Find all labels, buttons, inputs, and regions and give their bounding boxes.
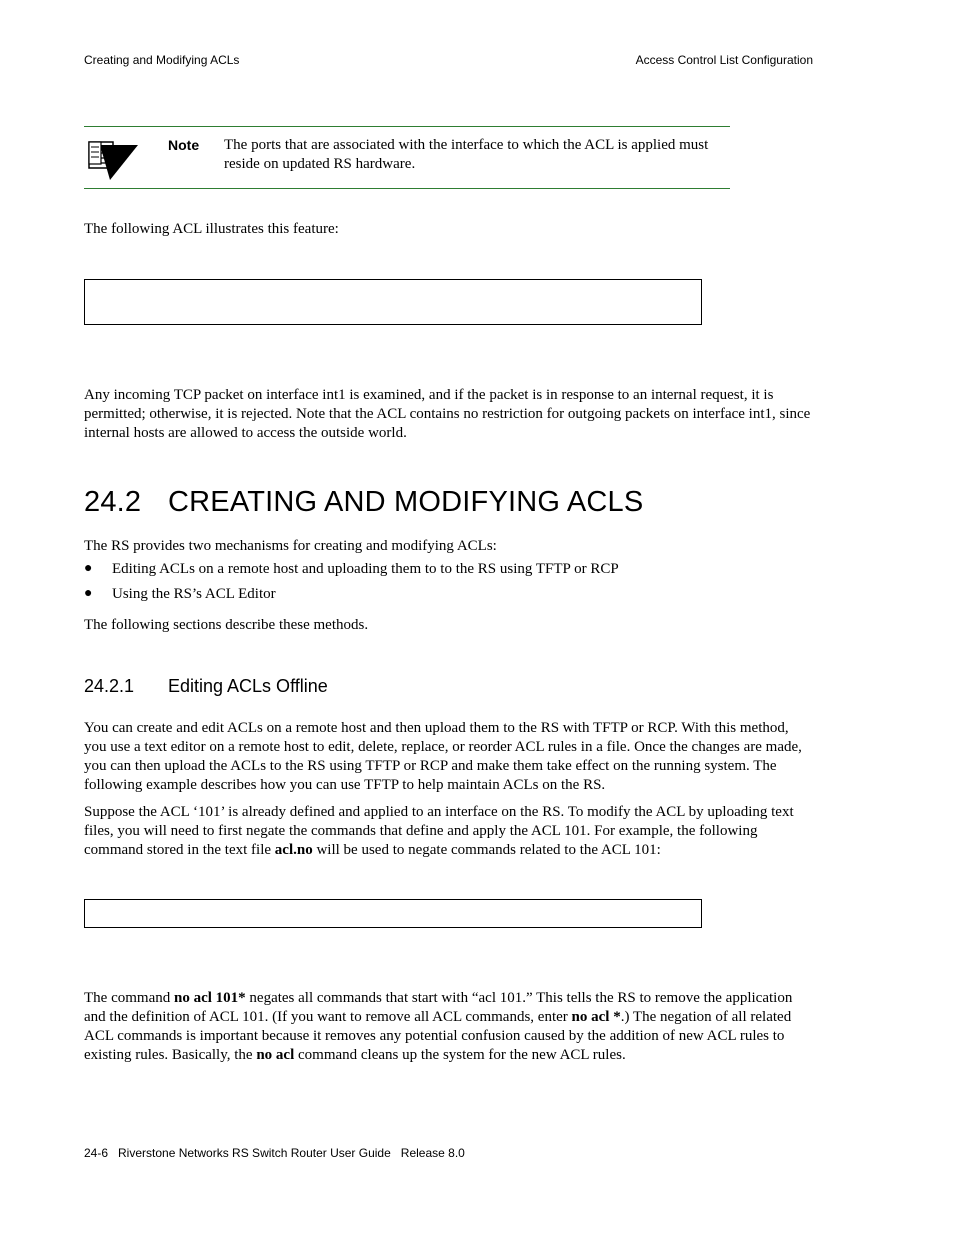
section-followup-paragraph: The following sections describe these methods.	[84, 617, 369, 633]
command-no-acl: no acl	[256, 1047, 295, 1063]
note-label: Note	[168, 137, 200, 153]
subsection-number: 24.2.1	[84, 676, 135, 696]
intro-paragraph: The following ACL illustrates this feature:	[84, 221, 339, 237]
list-item-text: Using the RS’s ACL Editor	[112, 586, 276, 602]
command-no-acl-101: no acl 101*	[173, 990, 246, 1006]
acl-example-code-box	[84, 279, 702, 325]
paragraph-text: negates all commands that start with “acl 101.” This tells the RS to remove the application and the definition of ACL 101. (If you want to remove all ACL commands, enter	[84, 990, 793, 1025]
subsection-title: Editing ACLs Offline	[168, 676, 328, 696]
running-header-right: Access Control List Configuration	[635, 53, 813, 67]
section-title: CREATING AND MODIFYING ACLS	[168, 486, 644, 518]
section-lead-paragraph: The RS provides two mechanisms for creating and modifying ACLs:	[84, 538, 497, 554]
note-top-rule	[84, 126, 730, 127]
bullet-icon: ●	[84, 561, 93, 576]
subsection-paragraph-3	[84, 989, 814, 1065]
subsection-heading	[84, 676, 328, 697]
paragraph-text: The command	[84, 990, 174, 1006]
section-number: 24.2	[84, 486, 142, 518]
subsection-paragraph-1: You can create and edit ACLs on a remote host and then upload them to the RS with TFTP or RCP. With this method, you use a text editor on a remote host to edit, delete, replace, or reorder ACL rules in a file. Once the changes are made, you can then upload the ACLs to the RS using TFTP or RCP and make them take effect on the running system. The following example describes how you can use TFTP to help maintain ACLs on the RS.	[84, 720, 802, 793]
list-item-text: Editing ACLs on a remote host and uploading them to to the RS using TFTP or RCP	[112, 561, 619, 577]
paragraph-text: command cleans up the system for the new ACL rules.	[294, 1047, 626, 1063]
acl-no-code-box	[84, 899, 702, 928]
section-heading	[84, 486, 643, 519]
subsection-paragraph-2	[84, 803, 814, 860]
command-no-acl-star: no acl *	[571, 1009, 621, 1025]
filename-acl-no: acl.no	[274, 842, 313, 858]
running-header-left: Creating and Modifying ACLs	[84, 53, 240, 67]
paragraph-text: Suppose the ACL ‘101’ is already defined and applied to an interface on the RS. To modify the ACL by uploading text files, you will need to first negate the commands that define and apply the ACL 101. For example, the following command stored in the text file	[84, 804, 794, 858]
paragraph-text: will be used to negate commands related to the ACL 101:	[312, 842, 661, 858]
explanation-paragraph: Any incoming TCP packet on interface int1 is examined, and if the packet is in response to an internal request, it is permitted; otherwise, it is rejected. Note that the ACL contains no restriction for outgoing packets on interface int1, since internal hosts are allowed to access the outside world.	[84, 387, 811, 441]
note-icon	[86, 139, 140, 183]
paragraph-text: .) The negation of all related ACL commands is important because it removes any potential confusion caused by the addition of new ACL rules to existing rules. Basically, the	[84, 1009, 792, 1063]
note-text: The ports that are associated with the interface to which the ACL is applied must reside on updated RS hardware.	[224, 137, 709, 172]
bullet-icon: ●	[84, 586, 93, 601]
page-footer: 24-6 Riverstone Networks RS Switch Router User Guide Release 8.0	[84, 1146, 465, 1160]
note-bottom-rule	[84, 188, 730, 189]
